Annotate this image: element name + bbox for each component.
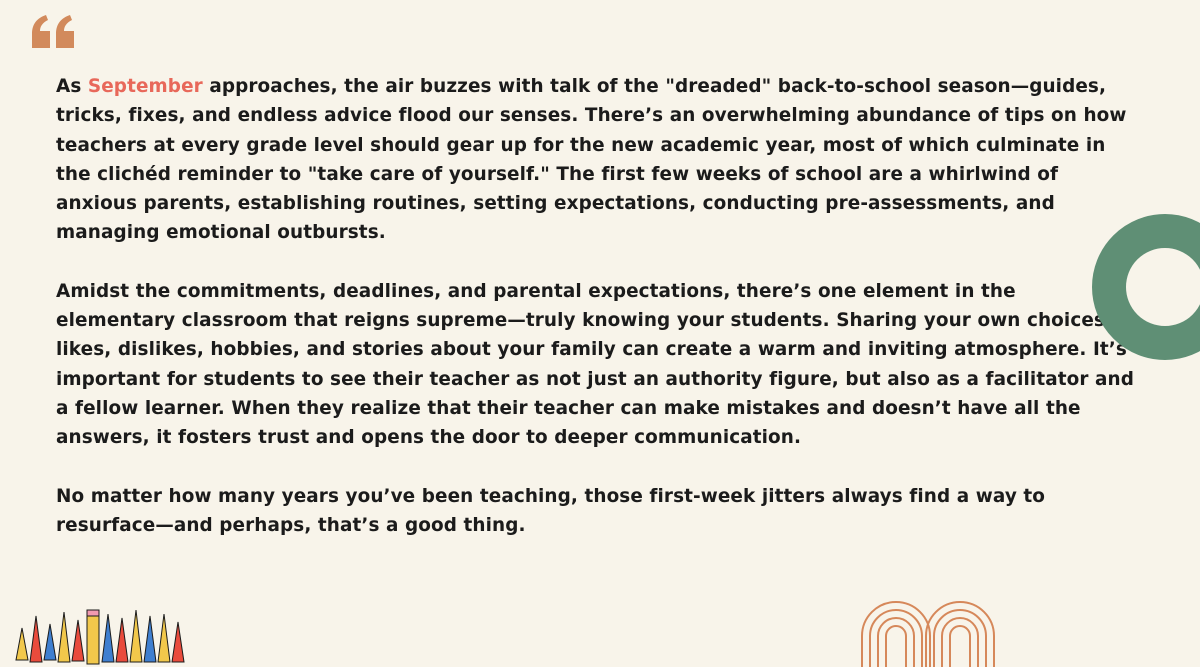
quote-mark-icon xyxy=(30,14,78,50)
pencil xyxy=(16,610,184,664)
paragraph-2: Amidst the commitments, deadlines, and parental expectations, there’s one element in the elementary classroom that reigns supreme—truly knowing your students. Sharing your own choices, likes, dislikes, hobbies, and stories about your family can create a warm and inviting atmosphere. It’s important for students to see their teacher as not just an authority figure, but also as a facilitator and a fellow learner. When they realize that their teacher can make mistakes and doesn’t have all the answers, it fosters trust and opens the door to deeper communication. xyxy=(56,280,1135,449)
arches-decoration xyxy=(858,594,998,667)
paragraph-1-start: As xyxy=(56,76,88,97)
ring-decoration xyxy=(1090,212,1200,362)
quote-body xyxy=(56,72,1136,540)
pencils-illustration xyxy=(12,600,192,667)
paragraph-1 xyxy=(56,72,1136,248)
paragraph-1-rest: approaches, the air buzzes with talk of the "dreaded" back-to-school season—guides, tricks, fixes, and endless advice flood our senses. There’s an overwhelming abundance of tips on how teachers at every grade level should gear up for the new academic year, most of which culminate in the clichéd reminder to "take care of yourself." The first few weeks of school are a whirlwind of anxious parents, establishing routines, setting expectations, conducting pre-assessments, and managing emotional outbursts. xyxy=(56,76,1127,244)
highlight-month: September xyxy=(87,76,203,97)
paragraph-3: No matter how many years you’ve been teaching, those first-week jitters always find a way to resurface—and perhaps, that’s a good thing. xyxy=(56,485,1046,536)
